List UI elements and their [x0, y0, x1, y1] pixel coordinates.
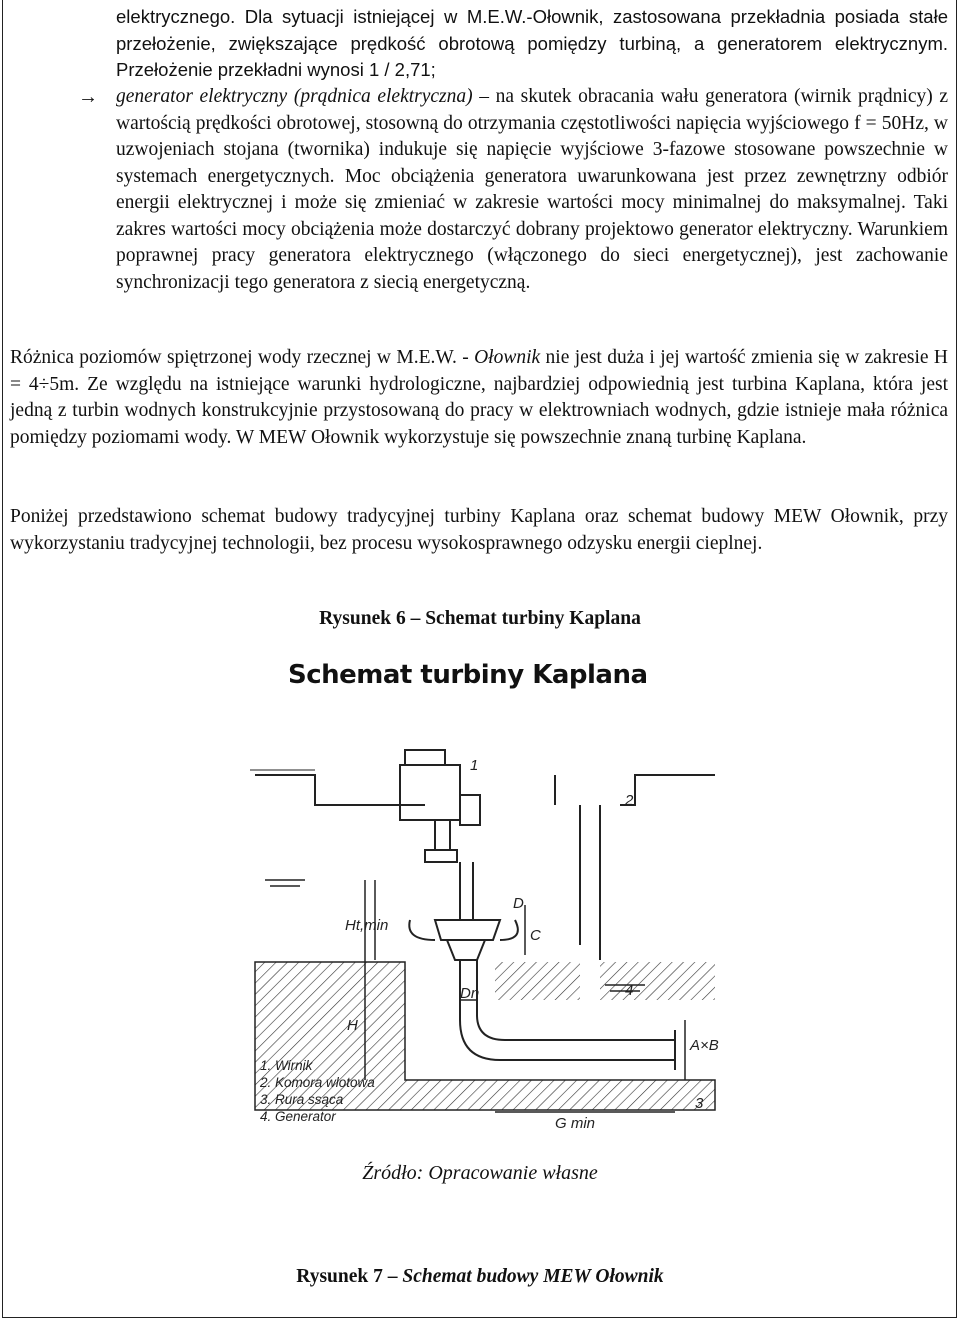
legend-item: 3. Rura ssąca — [260, 1092, 344, 1107]
label-D: D — [513, 895, 524, 912]
water-levels-text-a: Różnica poziomów spiętrzonej wody rzecznej w M.E.W. - — [10, 347, 475, 368]
paragraph-gear: elektrycznego. Dla sytuacji istniejącej w M.E.W.-Ołownik, zastosowana przekładnia posiada stałe przełożenie, zwiększające prędkość obrotową pomiędzy turbiną, a generatorem elektrycznym. Przełożenie przekładni wynosi 1 / 2,71; — [116, 6, 948, 80]
plant-name: Ołownik — [474, 347, 541, 368]
label-Dn: Dn — [460, 985, 480, 1002]
label-Gmin: G min — [555, 1115, 596, 1132]
label-C: C — [530, 927, 541, 944]
label-Ht: Ht,min — [345, 917, 389, 934]
label-1: 1 — [470, 757, 479, 774]
generator-description: – na skutek obracania wału generatora (wirnik prądnicy) z wartością prędkości obrotowej, stosowną do otrzymania częstotliwości napięcia wyjściowego f = 50Hz, w uzwojeniach stojana (twornika) indukuje się napięcie wyjściowe 3-fazowe stosowane powszechnie w systemach energetycznych. Moc obciążenia generatora uwarunkowana jest przez zewnętrzny odbiór energii elektrycznej i może się zmieniać w zakresie wartości mocy minimalnej do maksymalnej. Taki zakres wartości mocy obciążenia może dostarczyć dobrany projektowo generator elektryczny. Warunkiem poprawnej pracy generatora elektrycznego (włączonego do sieci energetycznej), jest zachowanie synchronizacji tego generatora z siecią energetyczną. — [116, 86, 948, 293]
arrow-bullet-icon: → — [78, 86, 98, 108]
figure-source: Źródło: Opracowanie własne — [362, 1162, 598, 1184]
generator-term: generator elektryczny (prądnica elektryczna) — [116, 86, 473, 107]
label-2: 2 — [625, 792, 634, 809]
figure-7-caption — [0, 1266, 960, 1288]
water-levels-text-b: nie jest duża i jej wartość zmienia się w zakresie H = 4÷5m. Ze względu na istniejące warunki hydrologiczne, najbardziej odpowiednią jest turbina Kaplana, która jest jedną z turbin wodnych konstrukcyjnie przystosowaną do pracy w elektrowniach wodnych, gdzie istnieje mała różnica pomiędzy poziomami wody. W MEW Ołownik wykorzystuje się powszechnie znaną turbinę Kaplana. — [10, 347, 948, 448]
figure-6-caption: Rysunek 6 – Schemat turbiny Kaplana — [319, 608, 641, 629]
figure-7-number: Rysunek 7 – — [296, 1266, 403, 1287]
label-H: H — [347, 1017, 358, 1034]
legend-item: 2. Komora wlotowa — [260, 1075, 375, 1090]
label-3: 3 — [695, 1095, 704, 1112]
legend-item: 4. Generator — [260, 1109, 336, 1124]
paragraph-intro-figures: Poniżej przedstawiono schemat budowy tradycyjnej turbiny Kaplana oraz schemat budowy MEW Ołownik, przy wykorzystaniu tradycyjnej technologii, bez procesu wysokosprawnego odzysku energii cieplnej. — [10, 506, 948, 554]
figure-title: Schemat turbiny Kaplana — [288, 660, 648, 690]
figure-7-title: Schemat budowy MEW Ołownik — [402, 1266, 664, 1287]
paragraph-generator — [116, 84, 948, 296]
kaplan-turbine-diagram — [255, 700, 719, 1140]
paragraph-water-levels — [10, 345, 948, 451]
legend-item: 1. Wirnik — [260, 1058, 313, 1073]
label-AxB: A×B — [690, 1037, 719, 1054]
label-4: 4 — [625, 982, 634, 999]
